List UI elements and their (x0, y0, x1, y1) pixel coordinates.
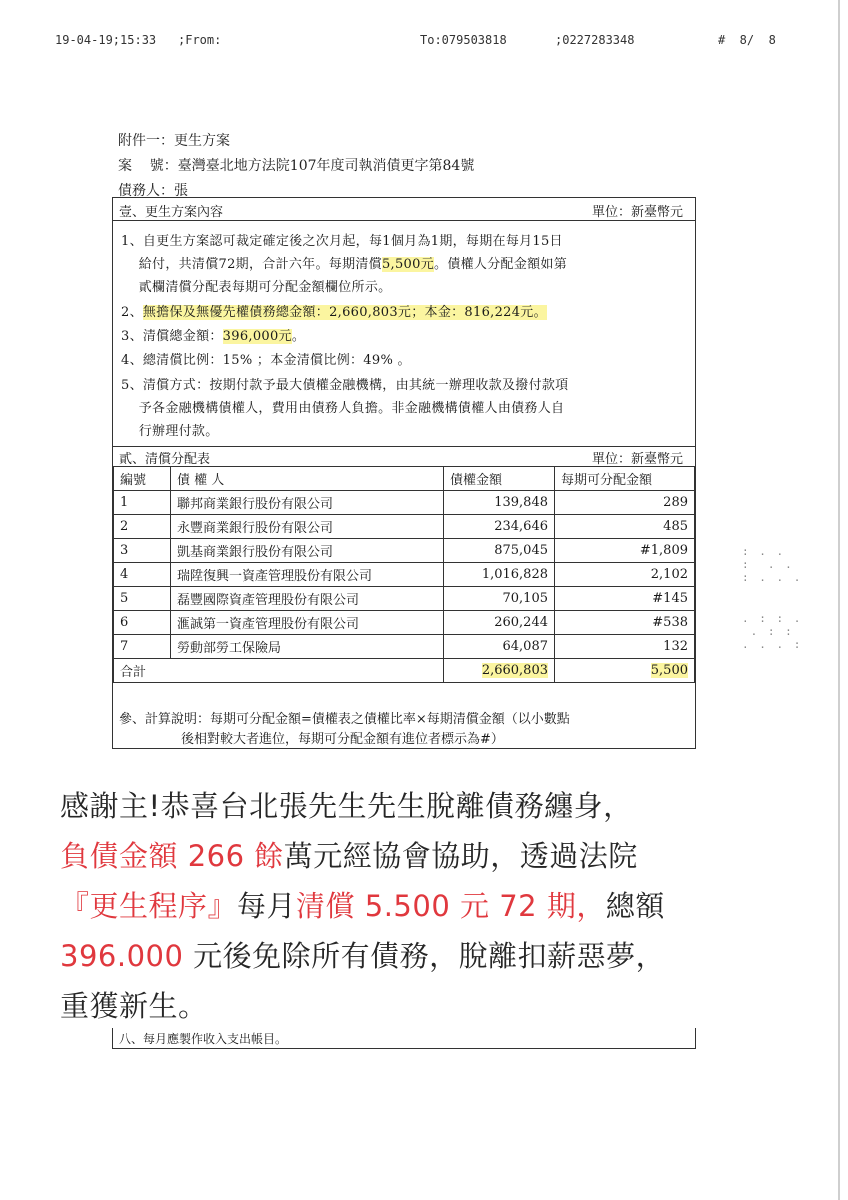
item-8-text: 八、每月應製作收入支出帳目。 (119, 1032, 288, 1046)
plan-item-1-line2 (121, 253, 567, 272)
overlay-line-3-text-a: 每月 (237, 889, 297, 923)
row-per-period: 289 (555, 491, 695, 515)
attachment-title: 附件一：更生方案 (118, 133, 230, 149)
row-creditor: 滙誠第一資產管理股份有限公司 (171, 611, 444, 635)
fax-page: # 8/ 8 (718, 33, 776, 47)
table-header-row (114, 467, 695, 491)
overlay-line-2 (60, 834, 638, 875)
section1-title: 壹、更生方案內容 (119, 205, 224, 220)
section2-title: 貳、清償分配表 (119, 452, 211, 467)
row-creditor: 瑞陞復興一資產管理股份有限公司 (171, 563, 444, 587)
overlay-line-3 (60, 884, 665, 925)
row-idx: 3 (114, 539, 171, 563)
rehabilitation-plan-form (112, 197, 696, 749)
margin-marks: : . . : . . : . . . (742, 545, 803, 584)
row-per-period: 132 (555, 635, 695, 659)
col-header-creditor: 債 權 人 (171, 467, 444, 491)
table-row (114, 587, 695, 611)
row-idx: 1 (114, 491, 171, 515)
row-per-period: 2,102 (555, 563, 695, 587)
row-per-period: 485 (555, 515, 695, 539)
plan-item-5-line1: 5、清償方式：按期付款予最大債權金融機構，由其統一辦理收款及撥付款項 (121, 378, 569, 393)
row-idx: 2 (114, 515, 171, 539)
row-per-period: #538 (555, 611, 695, 635)
case-number: 案 號：臺灣臺北地方法院107年度司執消債更字第84號 (118, 158, 475, 174)
procedure-name-text: 『更生程序』 (60, 889, 238, 923)
total-amount-text: 396.000 (60, 939, 184, 973)
total-claim-highlight: 2,660,803 (481, 663, 548, 678)
overlay-line-5: 重獲新生。 (60, 989, 208, 1023)
distribution-table (113, 466, 695, 683)
row-claim: 139,848 (444, 491, 555, 515)
debt-amount-text: 負債金額 266 餘 (60, 839, 284, 873)
fax-from: ;From: (178, 33, 222, 47)
row-claim: 1,016,828 (444, 563, 555, 587)
calc-note-line2: 後相對較大者進位，每期可分配金額有進位者標示為#） (119, 732, 504, 747)
debtor-name: 債務人：張 (118, 183, 188, 199)
plan-item-4: 4、總清償比例：15% ；本金清償比例：49% 。 (121, 353, 411, 368)
plan-item-1-text-a: 給付，共清償72期，合計六年。每期清償 (121, 257, 382, 272)
row-claim: 64,087 (444, 635, 555, 659)
plan-item-5-line3: 行辦理付款。 (121, 424, 219, 439)
total-claim-cell (444, 659, 555, 683)
plan-item-1-line1: 1、自更生方案認可裁定確定後之次月起，每1個月為1期，每期在每月15日 (121, 234, 563, 249)
row-idx: 6 (114, 611, 171, 635)
overlay-line-4 (60, 934, 665, 975)
row-idx: 5 (114, 587, 171, 611)
col-header-claim: 債權金額 (444, 467, 555, 491)
table-total-row (114, 659, 695, 683)
section1-unit: 單位：新臺幣元 (591, 205, 683, 220)
table-row (114, 563, 695, 587)
table-row (114, 491, 695, 515)
row-creditor: 勞動部勞工保險局 (171, 635, 444, 659)
row-creditor: 凱基商業銀行股份有限公司 (171, 539, 444, 563)
item-8-box (112, 1028, 696, 1049)
row-per-period: #145 (555, 587, 695, 611)
row-creditor: 永豐商業銀行股份有限公司 (171, 515, 444, 539)
row-per-period: #1,809 (555, 539, 695, 563)
col-header-per-period: 每期可分配金額 (555, 467, 695, 491)
total-per-period-cell (555, 659, 695, 683)
row-claim: 260,244 (444, 611, 555, 635)
plan-item-2-prefix: 2、 (121, 305, 143, 320)
row-idx: 4 (114, 563, 171, 587)
overlay-line-1: 感謝主!恭喜台北張先生先生脫離債務纏身， (60, 789, 633, 823)
overlay-line-2-text: 萬元經協會協助，透過法院 (283, 839, 638, 873)
row-claim: 234,646 (444, 515, 555, 539)
repayment-terms-text: 清償 5.500 元 72 期， (296, 889, 606, 923)
table-row (114, 515, 695, 539)
fax-datetime: 19-04-19;15:33 (55, 33, 157, 47)
fax-to: To:079503818 (420, 33, 507, 47)
total-repayment-highlight: 396,000元 (222, 329, 292, 344)
row-claim: 70,105 (444, 587, 555, 611)
plan-item-3-prefix: 3、清償總金額： (121, 329, 223, 344)
plan-item-3 (121, 325, 305, 344)
table-row (114, 539, 695, 563)
total-label: 合計 (114, 659, 444, 683)
margin-marks: . : : . . : : . . . : (742, 612, 803, 651)
plan-item-5-line2: 予各金融機構債權人，費用由債務人負擔。非金融機構債權人由債務人自 (121, 401, 565, 416)
overlay-line-4-text: 元後免除所有債務，脫離扣薪惡夢， (183, 939, 666, 973)
total-per-period-highlight: 5,500 (650, 663, 688, 678)
section2-unit: 單位：新臺幣元 (591, 452, 683, 467)
plan-item-3-suffix: 。 (291, 329, 306, 344)
overlay-line-3-text-b: 總額 (605, 889, 665, 923)
testimonial-overlay (50, 772, 794, 1030)
plan-item-2 (121, 301, 547, 320)
section2-header (113, 446, 695, 467)
col-header-idx: 編號 (114, 467, 171, 491)
total-debt-highlight: 無擔保及無優先權債務總金額：2,660,803元；本金：816,224元。 (142, 305, 547, 320)
monthly-amount-highlight: 5,500元 (381, 257, 435, 272)
plan-item-1-text-b: 。債權人分配金額如第 (434, 257, 568, 272)
table-row (114, 611, 695, 635)
table-row (114, 635, 695, 659)
row-claim: 875,045 (444, 539, 555, 563)
row-creditor: 磊豐國際資產管理股份有限公司 (171, 587, 444, 611)
row-idx: 7 (114, 635, 171, 659)
row-creditor: 聯邦商業銀行股份有限公司 (171, 491, 444, 515)
calc-note-line1: 參、計算說明：每期可分配金額=債權表之債權比率×每期清償金額（以小數點 (119, 712, 570, 727)
plan-item-1-line3: 貳欄清償分配表每期可分配金額欄位所示。 (121, 280, 392, 295)
page-edge (838, 0, 840, 1200)
section1-header (113, 198, 695, 221)
fax-number: ;0227283348 (555, 33, 635, 47)
